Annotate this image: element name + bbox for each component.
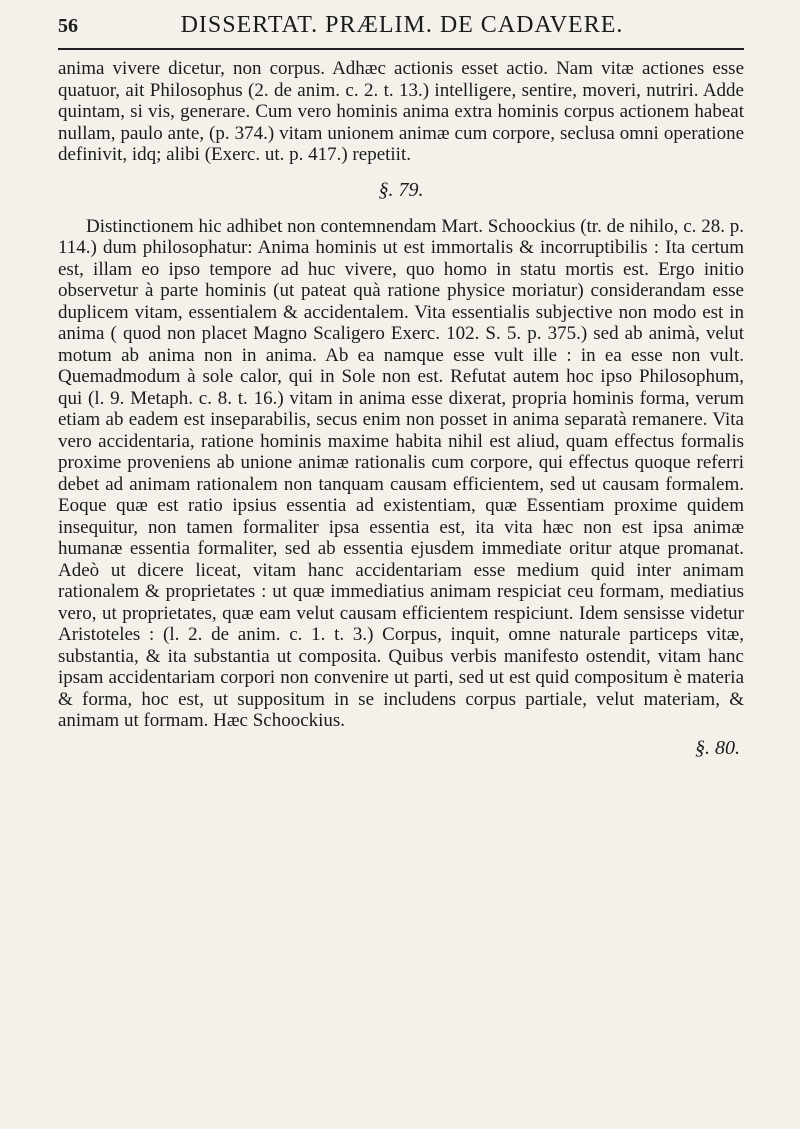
section-number: §. 79. <box>378 178 424 201</box>
paragraph-section-79: Distinctionem hic adhibet non contemnendam Mart. Schoockius (tr. de nihilo, c. 28. p. 114.) dum philosophatur: Anima hominis ut est immortalis & incorruptibilis : Ita certum est, illam eo ipso tempore ad huc vivere, quo homo in statu mortis est. Ergo initio observetur à parte hominis (ut pateat quà ratione physice moriatur) considerandam esse duplicem vitam, essentialem & accidentalem. Vita essentialis subjective non modo est in anima ( quod non placet Magno Scaligero Exerc. 102. S. 5. p. 375.) sed ab animà, velut motum ab anima non in anima. Ab ea namque esse vult ille : in ea esse non vult. Quemadmodum à sole calor, qui in Sole non est. Refutat autem hoc ipso Philosophum, qui (l. 9. Metaph. c. 8. t. 16.) vitam in anima esse dixerat, propria hominis forma, verum etiam ab eadem est inseparabilis, secus enim non posset in anima separatà remanere. Vita vero accidentaria, ratione hominis maxime habita nihil est aliud, quam effectus formalis proxime proveniens ab unione animæ rationalis cum corpore, qui effectus quoque referri debet ad animam rationalem non tanquam causam efficientem, sed ut causam formalem. Eoque quæ est ratio ipsius essentia ad existentiam, quæ Essentiam proxime quidem insequitur, non tamen formaliter ipsa essentia est, ita vita hæc non est ipsa animæ humanæ essentia formaliter, sed ab essentia ejusdem immediate oritur atque promanat. Adeò ut dicere liceat, vitam hanc accidentariam esse medium quid inter animam rationalem & proprietates : ut quæ immediatius animam respiciat ceu formam, mediatius vero, ut proprietates, quæ eam velut causam efficientem respiciunt. Idem sensisse videtur Aristoteles : (l. 2. de anim. c. 1. t. 3.) Corpus, inquit, omne naturale particeps vitæ, substantia, & ita substantia ut composita. Quibus verbis manifesto ostendit, vitam hanc ipsam accidentariam corpori non convenire ut parti, sed ut est quid compositum è materia & forma, hoc est, ut suppositum in se includens corpus partiale, velut materiam, & animam ut formam. Hæc Schoockius. <box>58 215 744 731</box>
running-title: DISSERTAT. PRÆLIM. DE CADAVERE. <box>180 12 624 38</box>
running-header <box>58 12 744 50</box>
catchword: §. 80. <box>695 736 740 759</box>
paragraph-continuation: anima vivere dicetur, non corpus. Adhæc actionis esset actio. Nam vitæ actiones esse quatuor, ait Philosophus (2. de anim. c. 2. t. 13.) intelligere, sentire, moveri, nutriri. Adde quintam, si vis, generare. Cum vero hominis anima extra hominis corpus actionem habeat nullam, paulo ante, (p. 374.) vitam unionem animæ cum corpore, seclusa omni operatione definivit, idq; alibi (Exerc. ut. p. 417.) repetiit. <box>58 58 744 165</box>
page-number: 56 <box>58 15 78 37</box>
